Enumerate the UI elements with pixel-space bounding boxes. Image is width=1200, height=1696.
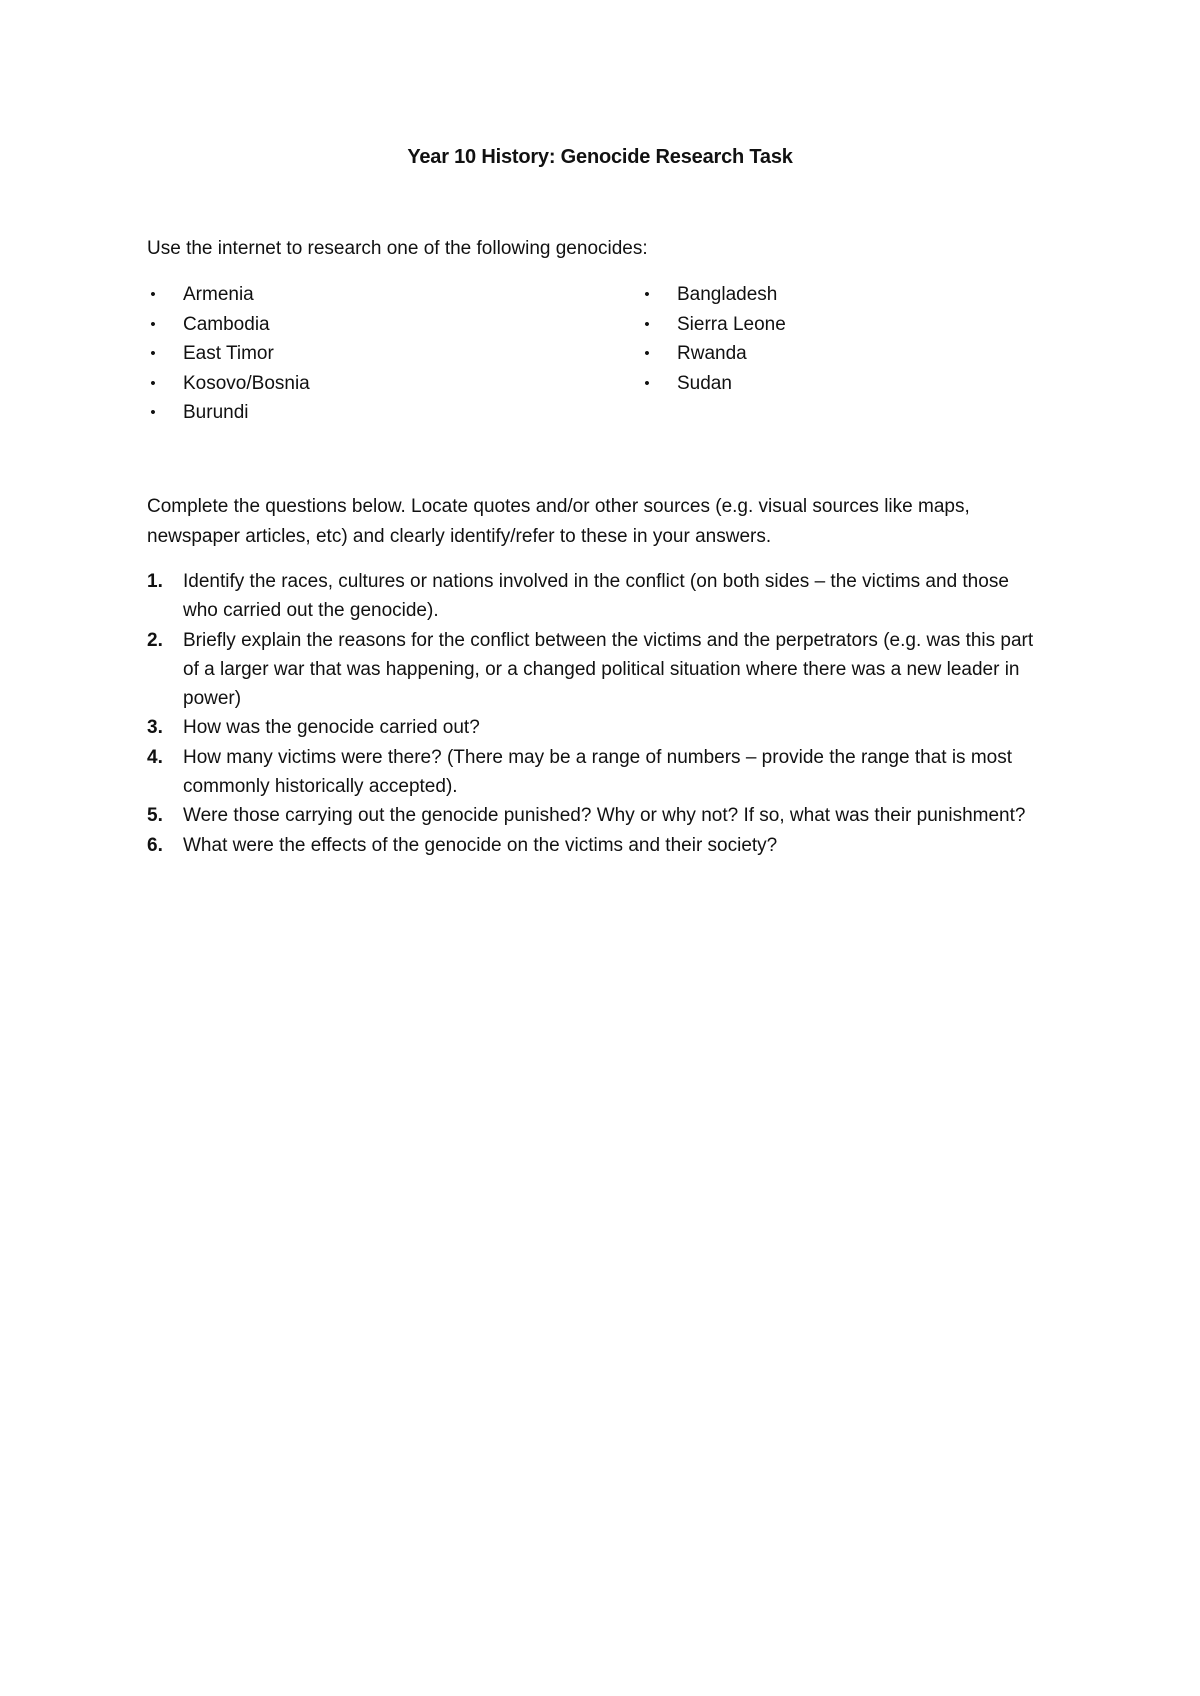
bullet-icon: • — [150, 286, 156, 303]
question-item — [147, 801, 1047, 830]
question-number: 2. — [147, 629, 163, 651]
question-number: 6. — [147, 834, 163, 856]
bullet-icon: • — [644, 286, 650, 303]
question-item — [147, 743, 1047, 802]
question-number: 3. — [147, 717, 163, 739]
page-title: Year 10 History: Genocide Research Task — [407, 146, 793, 168]
list-item: • Burundi — [147, 398, 310, 428]
question-number: 4. — [147, 746, 163, 768]
list-item: • East Timor — [147, 339, 310, 369]
bullet-icon: • — [150, 404, 156, 421]
list-item: • Sierra Leone — [641, 310, 786, 340]
genocide-list-left — [147, 280, 310, 428]
question-item — [147, 567, 1047, 626]
list-item: • Cambodia — [147, 310, 310, 340]
list-item: • Sudan — [641, 369, 786, 399]
genocide-list-right — [641, 280, 786, 398]
bullet-icon: • — [644, 345, 650, 362]
instructions-text: Complete the questions below. Locate quotes and/or other sources (e.g. visual sources like maps, newspaper articles, etc) and clearly identify/refer to these in your answers. — [147, 496, 970, 547]
intro-text: Use the internet to research one of the following genocides: — [147, 238, 648, 259]
list-item: • Kosovo/Bosnia — [147, 369, 310, 399]
bullet-icon: • — [150, 374, 156, 392]
list-item: • Rwanda — [641, 339, 786, 369]
question-text: Briefly explain the reasons for the conflict between the victims and the perpetrators (e.g. was this part of a larger war that was happening, or a changed political situation where there was a new leader in power) — [183, 629, 1034, 710]
bullet-icon: • — [644, 315, 650, 333]
question-list — [147, 567, 1047, 860]
list-item: • Bangladesh — [641, 280, 786, 310]
question-number: 1. — [147, 571, 163, 592]
question-text: How was the genocide carried out? — [183, 717, 480, 739]
question-item — [147, 713, 1047, 742]
list-item: • Armenia — [147, 280, 310, 310]
question-number: 5. — [147, 805, 163, 827]
question-text: How many victims were there? (There may be a range of numbers – provide the range that is most commonly historically accepted). — [183, 746, 1012, 798]
question-item — [147, 626, 1047, 714]
bullet-icon: • — [150, 315, 156, 333]
question-text: Were those carrying out the genocide punished? Why or why not? If so, what was their punishment? — [183, 805, 1026, 827]
question-text: Identify the races, cultures or nations involved in the conflict (on both sides – the victims and those who carried out the genocide). — [183, 571, 1009, 622]
question-item — [147, 831, 1047, 860]
question-text: What were the effects of the genocide on the victims and their society? — [183, 834, 778, 856]
bullet-icon: • — [644, 374, 650, 392]
bullet-icon: • — [150, 345, 156, 362]
